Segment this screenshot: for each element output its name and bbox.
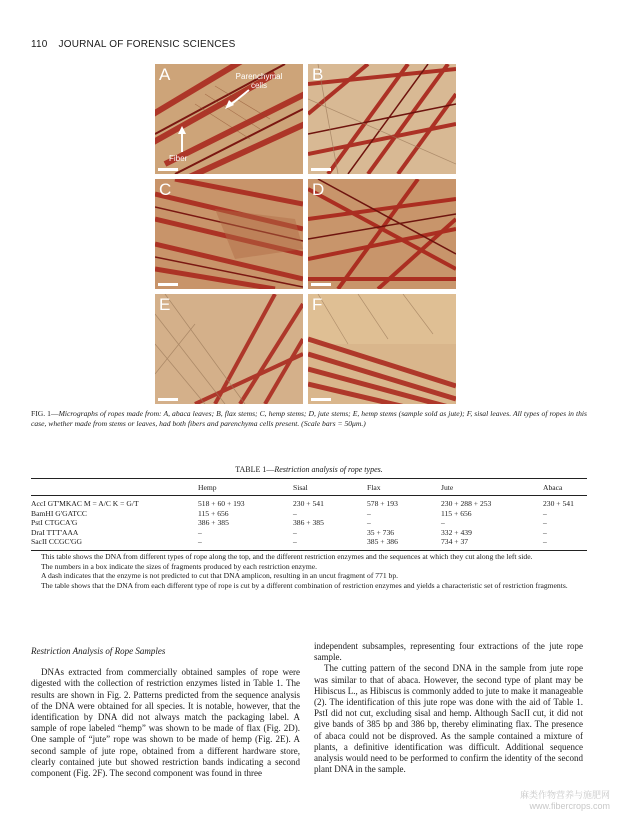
running-header	[31, 39, 235, 50]
micrograph-panel-b	[308, 64, 456, 174]
table-header	[31, 479, 198, 496]
table-cell: 230 + 541	[293, 499, 324, 508]
paragraph: independent subsamples, representing four extractions of the jute rope sample.	[314, 641, 583, 663]
table-cell: 332 + 439	[441, 527, 472, 537]
table-cell: 578 + 193	[367, 499, 398, 508]
micrograph-panel-e	[155, 294, 303, 404]
table-row	[31, 509, 587, 519]
table-row	[31, 528, 587, 538]
right-column	[314, 641, 583, 775]
table-note: This table shows the DNA from different types of rope along the top, and the different restriction enzymes and the sequences at which they cut along the left side.	[41, 552, 533, 561]
table-cell: 518 + 60 + 193	[198, 499, 245, 508]
scale-bar	[311, 283, 331, 286]
figure-caption	[31, 409, 587, 429]
micrograph-panel-c	[155, 179, 303, 289]
page-number: 110	[31, 39, 48, 50]
table-row	[31, 537, 587, 550]
micrograph-panel-d	[308, 179, 456, 289]
table-note: A dash indicates that the enzyme is not predicted to cut that DNA amplicon, resulting in an uncut fragment of 771 bp.	[41, 571, 399, 580]
parenchymal-cells-annotation: Parenchymal cells	[235, 72, 283, 90]
fiber-annotation: Fiber	[169, 154, 188, 163]
table-header: Jute	[441, 479, 543, 496]
panel-label-e: E	[159, 295, 171, 314]
table-cell: –	[293, 537, 367, 550]
table-cell: 386 + 385	[293, 518, 324, 527]
table-cell: 115 + 656	[198, 508, 229, 518]
table-header: Abaca	[543, 479, 587, 496]
table-cell: 230 + 541	[543, 499, 574, 508]
table-header: Hemp	[198, 479, 293, 496]
scale-bar	[311, 398, 331, 401]
table-row	[31, 496, 587, 509]
table-title-text: Restriction analysis of rope types.	[274, 465, 383, 474]
panel-label-d: D	[312, 180, 325, 199]
table-note: The table shows that the DNA from each different type of rope is cut by a different combination of restriction enzymes and yields a characteristic set of restriction fragments.	[41, 580, 568, 590]
table-cell: 35 + 736	[367, 527, 395, 537]
table-note: The numbers in a box indicate the sizes of fragments produced by each restriction enzyme.	[41, 561, 318, 571]
table-cell: –	[543, 508, 547, 518]
table-cell: PstI CTGCA'G	[31, 518, 78, 527]
table-cell: 115 + 656	[441, 508, 472, 518]
table-cell: –	[293, 527, 297, 537]
caption-prefix: FIG. 1—	[31, 409, 59, 418]
scale-bar	[158, 168, 178, 171]
table-cell: –	[367, 518, 371, 527]
table-cell: SacII CCGC'GG	[31, 537, 198, 550]
watermark-line: www.fibercrops.com	[529, 801, 610, 811]
table-cell: –	[198, 527, 202, 537]
table-cell: –	[543, 537, 587, 550]
paragraph: The cutting pattern of the second DNA in the sample from jute rope was similar to that of abaca. However, the second type of plant may be Hibiscus L., as Hibiscus is commonly added to jute to make it manageable (2). The identification of this jute rope was done with the aid of Table 1. PstI did not cut, excluding sisal and hemp. Although SacII cut, it did not give bands of 385 bp and 386 bp, thereby eliminating flax. The presence of abaca could not be disproved. As the sample contained a mixture of plants, a definitive identification was difficult. Additional sequence analysis would need to be performed to confirm the identity of the second plant DNA in the sample.	[314, 663, 583, 775]
table-title-prefix: TABLE 1—	[235, 465, 275, 474]
arrow-icon	[177, 126, 187, 154]
paragraph: DNAs extracted from commercially obtained samples of rope were digested with the collection of restriction enzymes listed in Table 1. The results are shown in Fig. 2. Patterns predicted from the sequence analysis of the DNA were obtained for all species. It is notable, however, that the identification by DNA did not always match the packaging label. A sample of rope labeled “hemp” was shown to be made of flax (Fig. 2D). One sample of “jute” rope was shown to be made of hemp (Fig. 2E). A second sample of jute rope, obtained from a different hardware store, clearly contained jute but showed restriction bands indicating a second component (Fig. 2F). The second component was found in three	[31, 667, 300, 779]
left-column	[31, 641, 300, 779]
micrograph-panel-f	[308, 294, 456, 404]
table-cell: –	[543, 527, 547, 537]
micrograph-panel-a	[155, 64, 303, 174]
table-header: Flax	[367, 479, 441, 496]
scale-bar	[311, 168, 331, 171]
restriction-table	[31, 478, 587, 551]
journal-name: JOURNAL OF FORENSIC SCIENCES	[58, 39, 236, 50]
watermark	[520, 790, 610, 812]
table-header: Sisal	[293, 479, 367, 496]
panel-label-b: B	[312, 65, 324, 84]
watermark-line: 麻类作物营养与施肥网	[519, 790, 610, 800]
section-heading: Restriction Analysis of Rope Samples	[31, 646, 166, 656]
table-title	[0, 465, 618, 474]
table-cell: AccI GT'MKAC M = A/C K = G/T	[31, 499, 139, 508]
table-cell: 734 + 37	[441, 537, 543, 550]
panel-label-c: C	[159, 180, 172, 199]
panel-label-f: F	[312, 295, 323, 314]
table-cell: –	[367, 508, 371, 518]
table-cell: BamHI G'GATCC	[31, 508, 87, 518]
panel-label-a: A	[159, 65, 171, 84]
figure-1	[155, 64, 456, 404]
table-cell: –	[293, 508, 297, 518]
table-cell: 230 + 288 + 253	[441, 499, 492, 508]
table-header-row	[31, 479, 587, 496]
table-notes	[31, 552, 587, 590]
caption-text: Micrographs of ropes made from: A, abaca leaves; B, flax stems; C, hemp stems; D, jute stems; E, hemp stems (sample sold as jute); F, sisal leaves. All types of ropes in this case, whether made from stems or leaves, had both fibers and parenchyma cells present. (Scale bars = 50μm.)	[31, 409, 587, 428]
table-cell: 386 + 385	[198, 518, 229, 527]
table-cell: DraI TTT'AAA	[31, 527, 79, 537]
scale-bar	[158, 283, 178, 286]
table-cell: –	[441, 518, 445, 527]
scale-bar	[158, 398, 178, 401]
table-cell: –	[543, 518, 547, 527]
table-row	[31, 518, 587, 528]
table-cell: 385 + 386	[367, 537, 441, 550]
arrow-icon	[225, 88, 255, 110]
table-cell: –	[198, 537, 293, 550]
